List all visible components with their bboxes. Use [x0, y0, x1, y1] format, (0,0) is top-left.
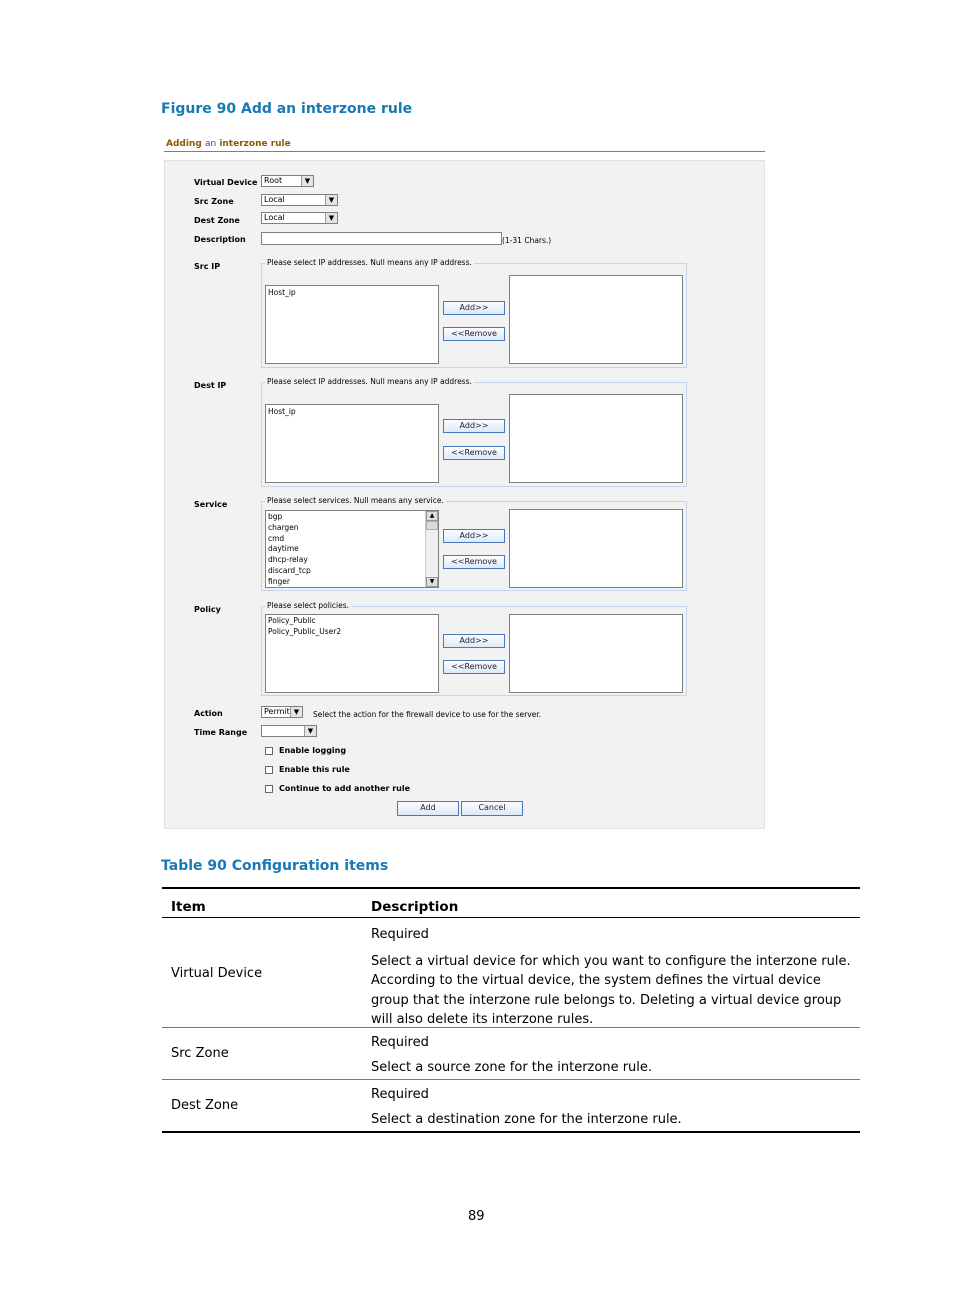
- scroll-thumb[interactable]: [426, 521, 438, 530]
- chevron-down-icon: ▼: [290, 707, 302, 717]
- row-required: Required: [371, 1087, 429, 1102]
- list-item[interactable]: Policy_Public_User2: [268, 626, 342, 636]
- action-label: Action: [194, 709, 223, 718]
- header-description: Description: [371, 899, 459, 915]
- row-required: Required: [371, 1035, 429, 1050]
- scroll-down-icon[interactable]: ▼: [426, 577, 438, 587]
- row-required: Required: [371, 927, 429, 942]
- enable-logging-label: Enable logging: [279, 746, 347, 755]
- src-ip-selected-list[interactable]: [509, 275, 683, 364]
- screenshot-panel: [164, 137, 765, 829]
- src-ip-available-list[interactable]: [265, 285, 439, 364]
- virtual-device-select[interactable]: Root ▼: [261, 175, 314, 187]
- src-ip-add-button[interactable]: Add>>: [443, 301, 505, 315]
- chevron-down-icon: ▼: [304, 726, 316, 736]
- list-item[interactable]: bgp: [268, 512, 283, 521]
- row-description: Select a virtual device for which you want to configure the interzone rule. According to the virtual device, the system defines the virtual device group that the interzone rule belongs to. Deleting a virtual device group will also delete its interzone rules.: [371, 954, 851, 1027]
- enable-logging-checkbox[interactable]: [265, 747, 273, 755]
- continue-add-label: Continue to add another rule: [279, 784, 411, 793]
- policy-group-title: Please select policies.: [267, 601, 350, 610]
- dest-ip-available-list[interactable]: [265, 404, 439, 483]
- page-number: 89: [468, 1209, 485, 1224]
- dest-ip-remove-button[interactable]: <<Remove: [443, 446, 505, 460]
- time-range-label: Time Range: [194, 728, 248, 737]
- policy-available-list[interactable]: [265, 614, 439, 693]
- header-rule: [162, 917, 860, 918]
- list-item[interactable]: Host_ip: [268, 407, 296, 416]
- src-zone-select[interactable]: Local ▼: [261, 194, 338, 206]
- continue-add-checkbox[interactable]: [265, 785, 273, 793]
- policy-label: Policy: [194, 605, 221, 614]
- virtual-device-label: Virtual Device: [194, 178, 258, 187]
- header-item: Item: [171, 899, 206, 915]
- dest-ip-add-button[interactable]: Add>>: [443, 419, 505, 433]
- description-hint: (1-31 Chars.): [502, 236, 552, 245]
- src-zone-label: Src Zone: [194, 197, 234, 206]
- add-button[interactable]: Add: [397, 801, 459, 816]
- enable-rule-label: Enable this rule: [279, 765, 350, 774]
- service-selected-list[interactable]: [509, 509, 683, 588]
- description-input[interactable]: [261, 232, 502, 245]
- dest-ip-label: Dest IP: [194, 381, 227, 390]
- description-label: Description: [194, 235, 246, 244]
- list-item[interactable]: Policy_Public: [268, 616, 316, 625]
- chevron-down-icon: ▼: [301, 176, 313, 186]
- policy-remove-button[interactable]: <<Remove: [443, 660, 505, 674]
- figure-caption: Figure 90 Add an interzone rule: [161, 101, 413, 117]
- row-description: Select a source zone for the interzone rule.: [371, 1060, 653, 1075]
- table-bottom-rule: [162, 1131, 860, 1133]
- service-scrollbar[interactable]: [425, 511, 438, 587]
- enable-rule-checkbox[interactable]: [265, 766, 273, 774]
- chevron-down-icon: ▼: [325, 213, 337, 223]
- dest-zone-select[interactable]: Local ▼: [261, 212, 338, 224]
- service-label: Service: [194, 500, 228, 509]
- scroll-up-icon[interactable]: ▲: [426, 511, 438, 521]
- title-underline: [164, 151, 765, 152]
- table-top-rule: [162, 887, 860, 889]
- table-caption: Table 90 Configuration items: [161, 858, 389, 874]
- cancel-button[interactable]: Cancel: [461, 801, 523, 816]
- dest-zone-label: Dest Zone: [194, 216, 240, 225]
- row-item-dest-zone: Dest Zone: [171, 1098, 239, 1113]
- list-item[interactable]: discard_tcp: [268, 565, 311, 575]
- src-ip-label: Src IP: [194, 262, 221, 271]
- list-item[interactable]: dhcp-relay: [268, 555, 308, 565]
- src-ip-group-title: Please select IP addresses. Null means any IP address.: [267, 258, 472, 267]
- list-item[interactable]: chargen: [268, 522, 299, 532]
- policy-selected-list[interactable]: [509, 614, 683, 693]
- chevron-down-icon: ▼: [325, 195, 337, 205]
- service-add-button[interactable]: Add>>: [443, 529, 505, 543]
- list-item[interactable]: daytime: [268, 544, 299, 554]
- action-select[interactable]: Permit ▼: [261, 706, 303, 718]
- time-range-select[interactable]: [261, 725, 317, 737]
- action-hint: Select the action for the firewall device to use for the server.: [313, 710, 542, 719]
- panel-title: Adding an interzone rule: [166, 139, 291, 149]
- src-ip-remove-button[interactable]: <<Remove: [443, 327, 505, 341]
- row-item-virtual-device: Virtual Device: [171, 966, 263, 981]
- service-available-list[interactable]: [265, 510, 439, 588]
- list-item[interactable]: Host_ip: [268, 288, 296, 297]
- row-description: Select a destination zone for the interzone rule.: [371, 1112, 682, 1127]
- dest-ip-group-title: Please select IP addresses. Null means any IP address.: [267, 377, 472, 386]
- policy-add-button[interactable]: Add>>: [443, 634, 505, 648]
- dest-ip-selected-list[interactable]: [509, 394, 683, 483]
- row-divider: [162, 1027, 860, 1028]
- list-item[interactable]: finger: [268, 576, 290, 586]
- service-group-title: Please select services. Null means any service.: [267, 496, 444, 505]
- service-remove-button[interactable]: <<Remove: [443, 555, 505, 569]
- row-divider: [162, 1079, 860, 1080]
- list-item[interactable]: cmd: [268, 533, 285, 543]
- row-item-src-zone: Src Zone: [171, 1046, 229, 1061]
